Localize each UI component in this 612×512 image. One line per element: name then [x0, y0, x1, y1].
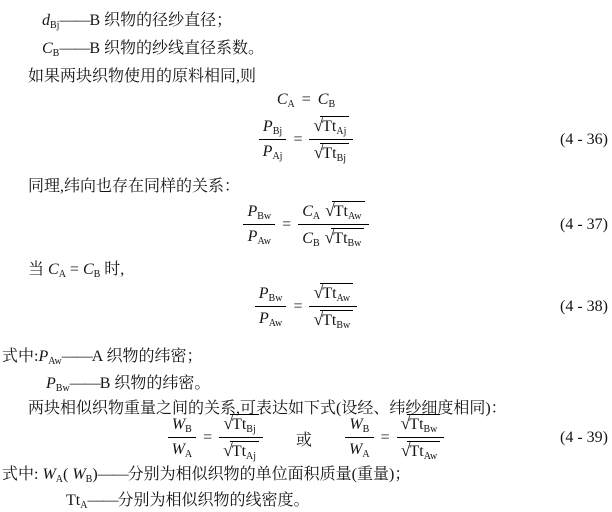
var-Tt: Tt — [66, 492, 81, 509]
equation-number: (4 - 36) — [560, 131, 608, 148]
fraction — [168, 416, 197, 460]
subscript: Bj — [50, 20, 60, 31]
where-prefix: 式中: — [2, 348, 39, 365]
subscript: Bw — [347, 238, 362, 249]
math-row — [168, 414, 445, 462]
var-Tt: Tt — [409, 443, 424, 460]
sqrt-sign: √ — [223, 440, 233, 460]
sqrt-term — [325, 228, 365, 249]
sqrt-term — [313, 310, 353, 331]
paragraph-same-material: 如果两块织物使用的原料相同,则 — [28, 68, 257, 85]
radicand — [230, 414, 259, 435]
var-P: P — [247, 203, 258, 220]
subscript: B — [312, 238, 320, 249]
var-P: P — [46, 375, 56, 392]
equation-4-36 — [0, 112, 612, 168]
denominator — [309, 307, 357, 331]
equals-sign: = — [380, 429, 390, 446]
var-Tt: Tt — [231, 443, 247, 460]
fraction — [309, 283, 357, 331]
fraction — [255, 285, 287, 329]
sqrt-sign: √ — [400, 440, 411, 460]
fraction — [397, 414, 445, 462]
or-separator: 或 — [296, 431, 313, 449]
subscript: Aw — [336, 293, 351, 304]
var-Tt: Tt — [333, 203, 348, 220]
subscript: B — [93, 269, 101, 280]
subscript: A — [184, 449, 193, 460]
math-row — [277, 91, 335, 110]
var-Tt: Tt — [322, 285, 337, 302]
var-W: W — [349, 416, 363, 433]
var-Tt: Tt — [322, 312, 337, 329]
em-dash: —— — [61, 348, 92, 365]
sqrt-sign: √ — [313, 115, 324, 135]
fraction — [298, 201, 368, 249]
var-Tt: Tt — [409, 416, 424, 433]
sqrt-sign: √ — [313, 142, 324, 162]
definition-text: B 织物的纬密。 — [99, 375, 211, 392]
sqrt-sign: √ — [223, 413, 234, 433]
subscript: B — [85, 474, 93, 485]
definition-text: 分别为相似织物的单位面积质量(重量)； — [127, 466, 411, 483]
definition-text: B 织物的径纱直径； — [89, 12, 233, 29]
coefficient — [302, 230, 319, 247]
radicand — [331, 228, 364, 249]
sqrt-term — [401, 414, 441, 435]
denominator — [168, 438, 197, 460]
sqrt-term — [314, 143, 349, 164]
var-W: W — [171, 416, 186, 433]
subscript: B — [185, 424, 192, 435]
math-row — [255, 283, 358, 331]
sqrt-term — [223, 441, 259, 462]
subscript: Aj — [336, 126, 347, 137]
fraction — [345, 416, 374, 460]
equals-sign: = — [282, 216, 292, 233]
equation-number: (4 - 38) — [560, 298, 608, 315]
lhs — [277, 91, 295, 110]
equals-sign: = — [293, 131, 303, 148]
subscript: A — [312, 211, 321, 222]
em-dash: —— — [69, 375, 100, 392]
subscript: Aw — [48, 356, 62, 367]
equals-sign: = — [293, 298, 303, 315]
math-row — [259, 116, 354, 164]
denominator — [345, 438, 374, 460]
subscript: Bw — [55, 383, 70, 394]
var-P: P — [258, 310, 269, 327]
subscript: B — [52, 48, 60, 59]
where-prefix: 式中: — [2, 466, 43, 483]
numerator — [168, 416, 197, 438]
sqrt-sign: √ — [324, 227, 335, 247]
subscript: A — [362, 449, 370, 460]
radicand — [320, 283, 353, 304]
numerator — [255, 285, 287, 307]
numerator — [309, 116, 353, 140]
radicand — [320, 116, 349, 137]
var-Tt: Tt — [232, 416, 247, 433]
denominator — [397, 438, 445, 462]
subscript: Bw — [336, 320, 351, 331]
var-P: P — [247, 228, 258, 245]
where-line-paw — [2, 343, 202, 367]
em-dash: —— — [59, 40, 90, 57]
var-W: W — [349, 441, 363, 458]
var-P: P — [262, 143, 273, 160]
subscript: Aj — [246, 451, 257, 462]
math-row — [243, 201, 368, 249]
var-P: P — [38, 348, 49, 365]
subscript: B — [362, 424, 370, 435]
equation-ca-cb — [0, 88, 612, 112]
definition-text: 分别为相似织物的线密度。 — [117, 492, 310, 509]
equals-sign: = — [65, 261, 83, 278]
sqrt-sign: √ — [313, 282, 324, 302]
sqrt-term — [313, 116, 349, 137]
equation-number: (4 - 39) — [560, 429, 608, 446]
numerator — [259, 118, 287, 140]
radicand — [320, 143, 349, 164]
equation-4-38 — [0, 278, 612, 336]
text-pre: 当 — [28, 261, 49, 278]
var-Tt: Tt — [322, 118, 337, 135]
fraction — [243, 203, 275, 247]
radicand — [320, 310, 353, 331]
equation-number: (4 - 37) — [560, 216, 608, 233]
subscript: Bj — [246, 424, 256, 435]
subscript: Aw — [268, 318, 283, 329]
var-C: C — [302, 230, 313, 247]
numerator — [298, 201, 368, 225]
where-line-pbw — [46, 370, 210, 394]
var-C: C — [48, 261, 59, 278]
var-P: P — [262, 118, 273, 135]
sqrt-sign: √ — [325, 200, 335, 220]
em-dash: —— — [59, 12, 90, 29]
denominator — [298, 225, 368, 249]
numerator — [309, 283, 357, 307]
var-W: W — [42, 466, 56, 483]
subscript: Bw — [423, 424, 438, 435]
subscript: Bj — [336, 153, 347, 164]
denominator — [255, 307, 287, 329]
var-Tt: Tt — [333, 230, 348, 247]
subscript: A — [58, 269, 66, 280]
subscript: Aw — [347, 211, 362, 222]
denominator — [243, 225, 275, 247]
numerator — [397, 414, 445, 438]
denominator — [259, 140, 287, 162]
em-dash: —— — [87, 492, 118, 509]
var-C: C — [82, 261, 94, 278]
var-C: C — [276, 90, 288, 108]
definition-text: B 织物的纱线直径系数。 — [89, 40, 265, 57]
equals-sign: = — [301, 91, 311, 108]
var-C: C — [302, 203, 313, 220]
equals-sign: = — [203, 429, 213, 446]
subscript: Aw — [257, 236, 271, 247]
denominator — [309, 140, 353, 164]
fraction — [219, 414, 263, 462]
subscript: A — [55, 474, 64, 485]
radicand — [407, 414, 440, 435]
var-C: C — [317, 90, 329, 108]
sqrt-term — [314, 283, 353, 304]
definition-line-c — [42, 35, 264, 59]
paren-open: ( — [63, 466, 73, 483]
subscript: A — [80, 500, 88, 511]
fraction — [259, 118, 287, 162]
sqrt-term — [325, 201, 364, 222]
radicand — [230, 441, 259, 462]
subscript: Bj — [272, 126, 283, 137]
subscript: A — [287, 98, 295, 110]
fraction — [309, 116, 353, 164]
var-Tt: Tt — [322, 145, 337, 162]
var-W: W — [171, 441, 185, 458]
paren-close: ) — [92, 466, 98, 483]
subscript: Aj — [272, 151, 283, 162]
subscript: B — [328, 98, 336, 110]
radicand — [332, 201, 365, 222]
subscript: Aw — [423, 451, 438, 462]
subscript: Bw — [268, 293, 283, 304]
var-W: W — [72, 466, 86, 483]
sqrt-sign: √ — [400, 413, 411, 433]
equation-4-39 — [0, 412, 612, 464]
var-C: C — [42, 40, 53, 57]
coefficient — [302, 203, 320, 220]
paragraph-when-equal — [28, 256, 124, 280]
numerator — [345, 416, 374, 438]
definition-line-d — [42, 7, 232, 31]
sqrt-term — [223, 414, 258, 435]
sqrt-term — [401, 441, 440, 462]
text-post: 时, — [100, 261, 125, 278]
numerator — [243, 203, 275, 225]
denominator — [219, 438, 263, 462]
subscript: Bw — [257, 211, 272, 222]
rhs — [318, 91, 335, 110]
sqrt-sign: √ — [313, 309, 324, 329]
radicand — [407, 441, 440, 462]
definition-text: A 织物的纬密； — [91, 348, 203, 365]
paragraph-weight-relation: 两块相似织物重量之间的关系,可表达如下式(设经、纬纱细度相同)： — [28, 400, 507, 417]
var-d: d — [42, 12, 50, 29]
em-dash: —— — [97, 466, 128, 483]
numerator — [219, 414, 263, 438]
where-line-tta — [66, 487, 309, 511]
paragraph-weft-relation: 同理,纬向也存在同样的关系： — [28, 178, 241, 195]
where-line-wa-wb — [2, 461, 410, 485]
var-P: P — [258, 285, 269, 302]
equation-4-37 — [0, 194, 612, 256]
